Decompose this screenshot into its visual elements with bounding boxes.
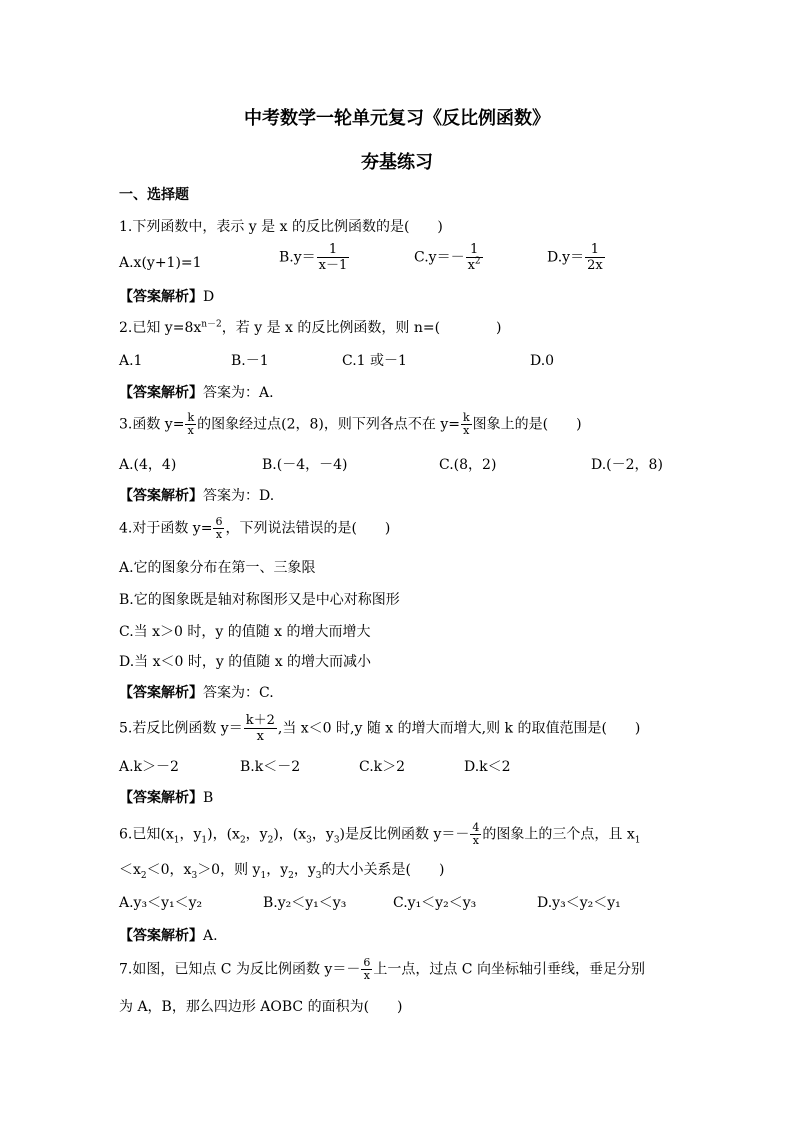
q5-option-c: C.k＞2 <box>359 759 406 775</box>
q1-option-d: D.y＝ $\frac{1}{2x}$ <box>547 242 603 273</box>
q3-stem: 3.函数 y= $\frac{k}{x}$ 的图象经过点(2，8)，则下列各点不在 y= $\frac{k}{x}$ 图象上的是( ) <box>119 411 582 437</box>
q1-option-b-fraction: $\frac{1}{x-1}$ <box>318 242 348 273</box>
section-heading: 一、选择题 <box>119 187 189 203</box>
q3-fraction-1: $\frac{k}{x}$ <box>187 411 195 437</box>
q1-option-a: A.x(y+1)=1 <box>119 255 202 271</box>
q1-option-d-fraction: $\frac{1}{2x}$ <box>587 242 603 273</box>
q5-option-b: B.k＜－2 <box>240 759 301 775</box>
q6-option-b: B.y₂＜y₁＜y₃ <box>263 895 347 911</box>
q4-option-d: D.当 x＜0 时，y 的值随 x 的增大而减小 <box>119 654 372 670</box>
q1-option-c: C.y＝－ $\frac{1}{x^2}$ <box>414 242 481 273</box>
q2-answer: 【答案解析】答案为：A. <box>119 385 274 401</box>
q4-stem: 4.对于函数 y= $\frac{6}{x}$ ，下列说法错误的是( ) <box>119 515 391 541</box>
q2-option-b: B.－1 <box>231 353 269 369</box>
q3-option-b: B.(－4，－4) <box>262 457 348 473</box>
q4-option-a: A.它的图象分布在第一、三象限 <box>119 560 316 576</box>
q1-option-c-fraction: $\frac{1}{x^2}$ <box>467 242 481 273</box>
q2-stem: 2.已知 $y=8x^{n-2}$，若 y 是 x 的反比例函数，则 n=( ) <box>119 319 502 336</box>
q3-answer: 【答案解析】答案为：D. <box>119 488 275 504</box>
q2-option-d: D.0 <box>530 353 555 369</box>
q5-answer: 【答案解析】B <box>119 790 214 806</box>
q1-stem: 1.下列函数中，表示 y 是 x 的反比例函数的是( ) <box>119 219 443 235</box>
q6-answer: 【答案解析】A. <box>119 928 218 944</box>
q3-fraction-2: $\frac{k}{x}$ <box>462 411 470 437</box>
q5-fraction: $\frac{k+2}{x}$ <box>245 713 275 744</box>
q4-option-b: B.它的图象既是轴对称图形又是中心对称图形 <box>119 592 400 608</box>
q2-option-c: C.1 或－1 <box>342 353 407 369</box>
q5-option-a: A.k＞－2 <box>119 759 179 775</box>
q7-stem-line2: 为 A，B，那么四边形 AOBC 的面积为( ) <box>119 999 403 1015</box>
q3-option-d: D.(－2，8) <box>591 457 663 473</box>
q3-option-c: C.(8，2) <box>439 457 497 473</box>
q6-fraction: $\frac{4}{x}$ <box>472 821 480 847</box>
q1-option-b: B.y＝ $\frac{1}{x-1}$ <box>279 242 348 273</box>
q6-option-d: D.y₃＜y₂＜y₁ <box>537 895 621 911</box>
q2-option-a: A.1 <box>119 353 143 369</box>
q3-option-a: A.(4，4) <box>119 457 177 473</box>
q1-answer: 【答案解析】D <box>119 289 215 305</box>
q6-stem-line1: 6.已知($x_1$，$y_1$)，($x_2$，$y_2$)，($x_3$，$y_3$)是反比例函数 y＝－ $\frac{4}{x}$ 的图象上的三个点，且 $x_1$ <box>119 821 641 847</box>
q4-answer: 【答案解析】答案为：C. <box>119 685 274 701</box>
document-title: 中考数学一轮单元复习《反比例函数》 <box>244 108 550 129</box>
q6-option-c: C.y₁＜y₂＜y₃ <box>393 895 477 911</box>
q4-option-c: C.当 x＞0 时，y 的值随 x 的增大而增大 <box>119 624 371 640</box>
q5-stem: 5.若反比例函数 y＝ $\frac{k+2}{x}$ ,当 x＜0 时,y 随 x 的增大而增大,则 k 的取值范围是( ) <box>119 713 641 744</box>
q4-fraction: $\frac{6}{x}$ <box>215 515 223 541</box>
q7-fraction: $\frac{6}{x}$ <box>363 956 371 982</box>
q7-stem-line1: 7.如图，已知点 C 为反比例函数 y＝－ $\frac{6}{x}$ 上一点，过点 C 向坐标轴引垂线，垂足分别 <box>119 956 645 982</box>
q6-option-a: A.y₃＜y₁＜y₂ <box>119 895 203 911</box>
document-subtitle: 夯基练习 <box>361 152 433 173</box>
q5-option-d: D.k＜2 <box>464 759 511 775</box>
q6-stem-line2: $<x_2<0$，$x_3>0$，则 $y_1$，$y_2$，$y_3$的大小关系是( ) <box>119 862 445 881</box>
